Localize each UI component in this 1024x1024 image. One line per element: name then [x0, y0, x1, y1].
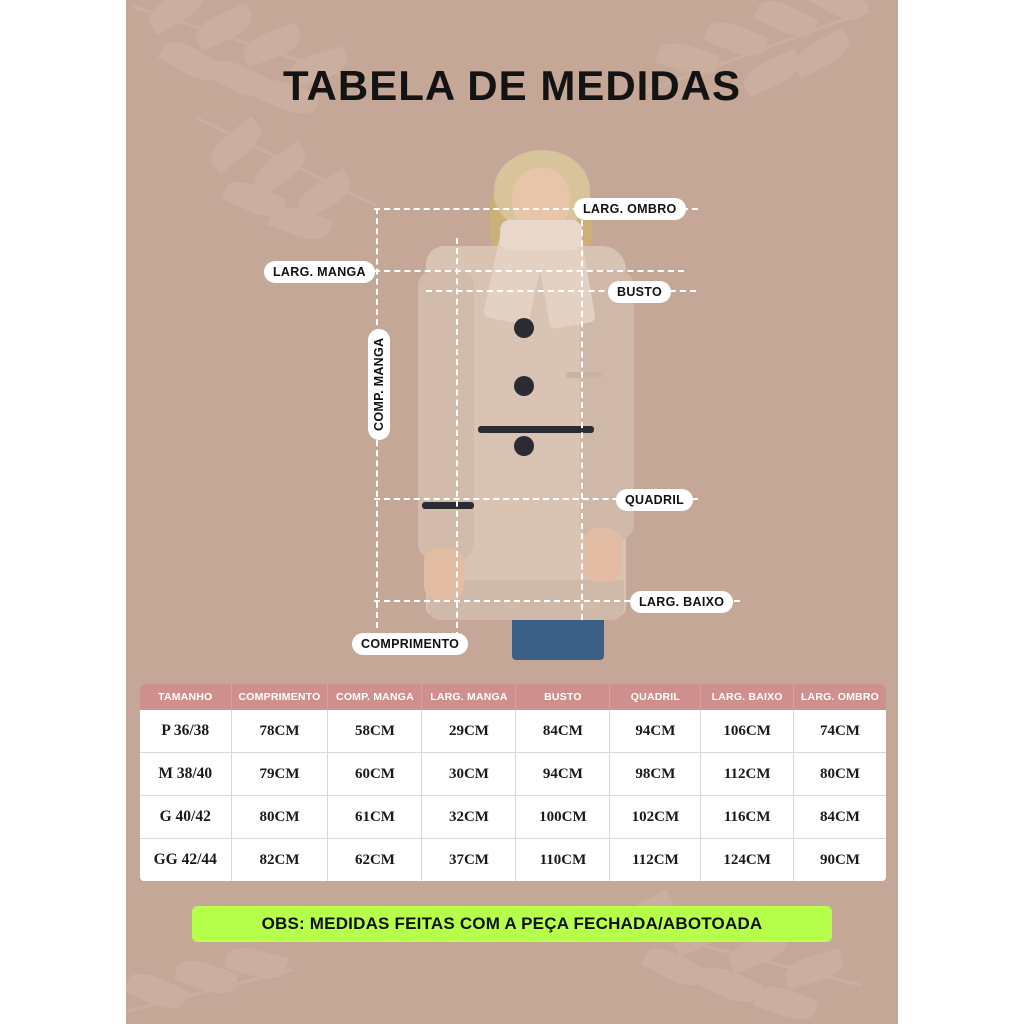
cell-size: M 38/40 [140, 753, 231, 796]
page-title: TABELA DE MEDIDAS [283, 62, 741, 109]
cell-larg-baixo: 106CM [701, 710, 794, 753]
cell-larg-ombro: 84CM [793, 796, 886, 839]
label-hip: QUADRIL [616, 489, 693, 511]
table-header-comp-manga: COMP. MANGA [328, 684, 422, 710]
cell-comprimento: 79CM [231, 753, 328, 796]
cell-comp-manga: 60CM [328, 753, 422, 796]
table-header-quadril: QUADRIL [610, 684, 701, 710]
label-bottom-width: LARG. BAIXO [630, 591, 733, 613]
measure-line-center-front [581, 200, 583, 620]
measure-line-length [456, 238, 458, 638]
hand-right [584, 528, 622, 582]
cell-size: GG 42/44 [140, 839, 231, 882]
coat-button-2 [514, 376, 534, 396]
table-row [140, 796, 886, 839]
coat-collar [500, 220, 582, 250]
cell-busto: 94CM [516, 753, 610, 796]
table-row [140, 753, 886, 796]
cell-larg-manga: 32CM [422, 796, 516, 839]
cell-busto: 110CM [516, 839, 610, 882]
table-header-larg-baixo: LARG. BAIXO [701, 684, 794, 710]
coat-button-1 [514, 318, 534, 338]
table-header-larg-ombro: LARG. OMBRO [793, 684, 886, 710]
cell-busto: 100CM [516, 796, 610, 839]
cell-comprimento: 82CM [231, 839, 328, 882]
hand-left [424, 548, 464, 600]
cell-comp-manga: 62CM [328, 839, 422, 882]
cell-larg-ombro: 80CM [793, 753, 886, 796]
label-shoulder: LARG. OMBRO [574, 198, 686, 220]
cell-larg-baixo: 116CM [701, 796, 794, 839]
cell-comp-manga: 58CM [328, 710, 422, 753]
coat-button-3 [514, 436, 534, 456]
label-bust: BUSTO [608, 281, 671, 303]
cell-comprimento: 80CM [231, 796, 328, 839]
cell-larg-baixo: 124CM [701, 839, 794, 882]
label-length: COMPRIMENTO [352, 633, 468, 655]
label-sleeve-length: COMP. MANGA [368, 329, 390, 440]
table-header-larg-manga: LARG. MANGA [422, 684, 516, 710]
table-header-tamanho: TAMANHO [140, 684, 231, 710]
table-header-comprimento: COMPRIMENTO [231, 684, 328, 710]
cell-comp-manga: 61CM [328, 796, 422, 839]
table-header-row [140, 684, 886, 710]
cell-quadril: 98CM [610, 753, 701, 796]
cell-larg-manga: 37CM [422, 839, 516, 882]
photo-illustration [366, 150, 696, 660]
cell-larg-ombro: 74CM [819, 722, 860, 739]
cell-larg-baixo: 112CM [701, 753, 794, 796]
cell-quadril: 112CM [610, 839, 701, 882]
cell-size: G 40/42 [140, 796, 231, 839]
product-photo [366, 150, 696, 660]
coat-pocket [566, 372, 602, 378]
cell-busto: 84CM [516, 710, 610, 753]
cell-size: P 36/38 [140, 710, 231, 753]
measure-line-sleeve-width [374, 270, 684, 272]
coat-sleeve-left [418, 270, 474, 560]
table-row [140, 839, 886, 882]
measurements-table [140, 684, 886, 881]
coat-cuff [422, 502, 474, 509]
cell-quadril: 102CM [610, 796, 701, 839]
coat-belt [478, 426, 594, 433]
table-row [140, 710, 886, 753]
cell-larg-manga: 30CM [422, 753, 516, 796]
cell-comprimento: 78CM [231, 710, 328, 753]
note-banner: OBS: MEDIDAS FEITAS COM A PEÇA FECHADA/ABOTOADA [192, 906, 832, 942]
leaf-decoration-bottom-left [126, 930, 366, 1024]
cell-quadril: 94CM [610, 710, 701, 753]
leaf-decoration-bottom-right [556, 880, 898, 1024]
table-header-busto: BUSTO [516, 684, 610, 710]
label-sleeve-width: LARG. MANGA [264, 261, 375, 283]
cell-larg-ombro: 90CM [793, 839, 886, 882]
cell-larg-manga: 29CM [422, 710, 516, 753]
